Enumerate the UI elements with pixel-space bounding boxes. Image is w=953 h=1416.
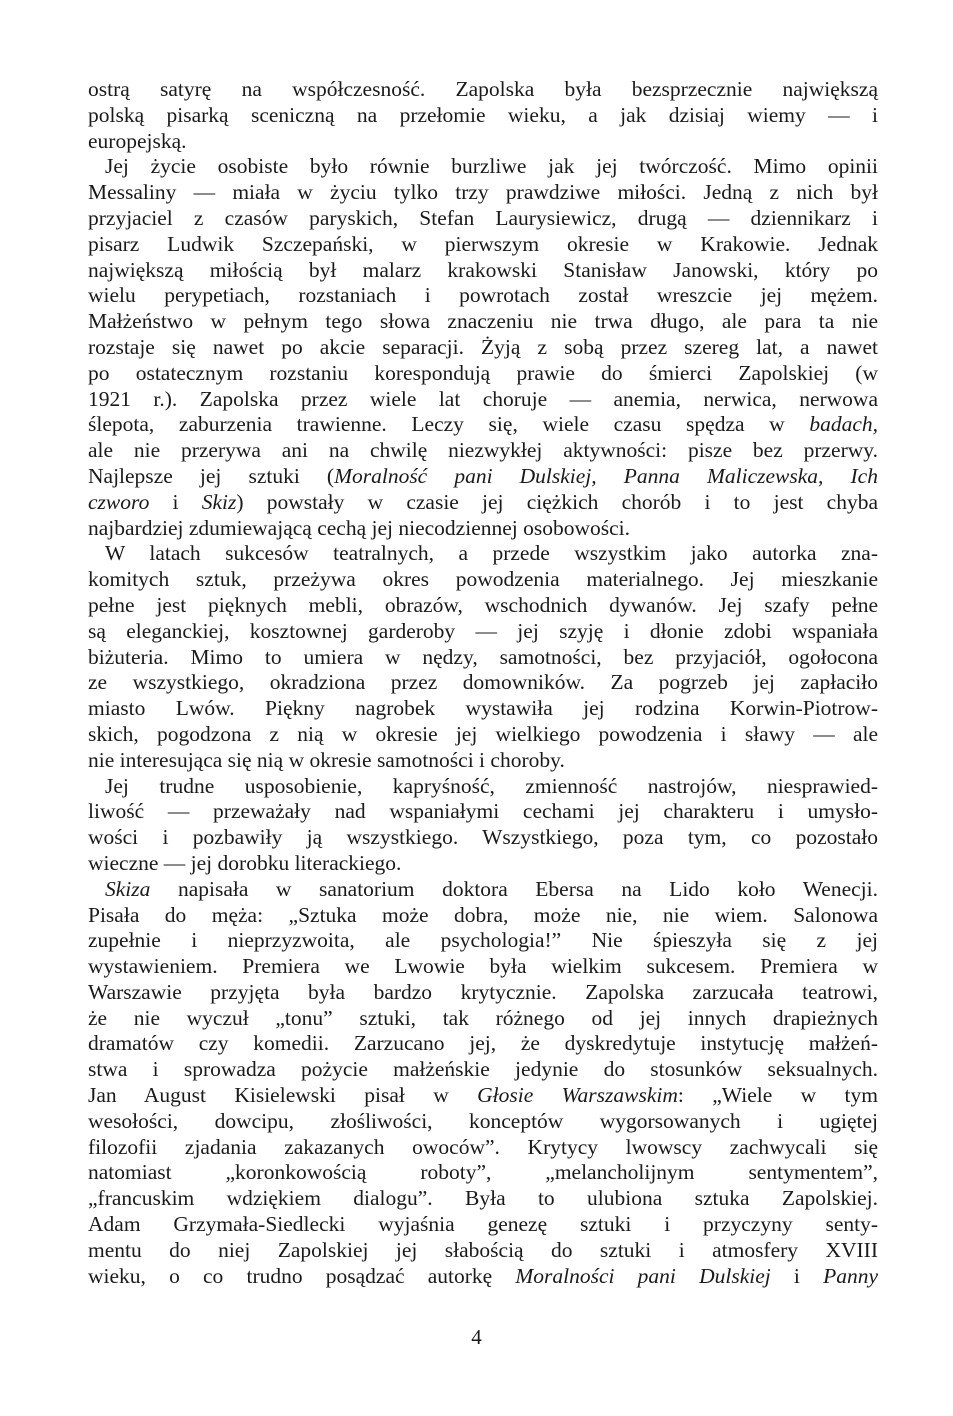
text-segment: i (149, 489, 202, 514)
body-text (88, 77, 878, 1289)
text-segment: Jej trudne usposobienie, kapryśność, zmienność nastrojów, niesprawied- (105, 773, 878, 798)
text-line (88, 903, 878, 929)
text-segment: wielu perypetiach, rozstaniach i powrotach został wreszcie jej mężem. (88, 283, 878, 308)
text-segment: filozofii zjadania zakazanych owoców”. Krytycy lwowscy zachwycali się (88, 1134, 878, 1159)
text-segment: wości i pozbawiły ją wszystkiego. Wszystkiego, poza tym, co pozostało (88, 825, 878, 850)
text-line (88, 1135, 878, 1161)
text-line (88, 619, 878, 645)
text-line (88, 77, 878, 103)
text-segment: że nie wyczuł „tonu” sztuki, tak różnego od jej innych drapieżnych (88, 1005, 878, 1030)
text-segment: Pisała do męża: „Sztuka może dobra, może nie, nie wiem. Salonowa (88, 902, 878, 927)
text-line (88, 722, 878, 748)
text-line (88, 154, 878, 180)
italic-text: Moralności pani Dulskiej (515, 1263, 771, 1288)
text-segment: ślepota, zaburzenia trawienne. Leczy się, wiele czasu spędza w (88, 412, 810, 437)
text-segment: natomiast „koronkowością roboty”, „melancholijnym sentymentem”, (88, 1160, 878, 1185)
text-segment: przyjaciel z czasów paryskich, Stefan Laurysiewicz, drugą — dziennikarz i (88, 205, 878, 230)
text-line (88, 541, 878, 567)
text-line (88, 1109, 878, 1135)
text-line (88, 335, 878, 361)
text-segment: są eleganckiej, kosztownej garderoby — jej szyję i dłonie zdobi wspaniała (88, 618, 878, 643)
text-line (88, 748, 878, 774)
text-segment: ostrą satyrę na współczesność. Zapolska była bezsprzecznie największą (88, 77, 878, 101)
text-segment: ) powstały w czasie jej ciężkich chorób i to jest chyba (236, 489, 879, 514)
text-segment: Adam Grzymała-Siedlecki wyjaśnia genezę sztuki i przyczyny senty- (88, 1212, 878, 1237)
text-segment: najbardziej zdumiewającą cechą jej niecodziennej osobowości. (88, 515, 631, 540)
italic-text: czworo (88, 489, 150, 514)
text-segment: wieku, o co trudno posądzać autorkę (88, 1263, 516, 1288)
text-line (88, 464, 878, 490)
text-line (88, 361, 878, 387)
text-segment: ale nie przerywa ani na chwilę niezwykłej aktywności: pisze bez przerwy. (88, 438, 878, 463)
text-segment: nie interesująca się nią w okresie samotności i choroby. (88, 747, 565, 772)
text-segment: : „Wiele w tym (677, 1083, 878, 1108)
text-line (88, 1006, 878, 1032)
text-segment: Jan August Kisielewski pisał w (88, 1083, 478, 1108)
text-line (88, 1160, 878, 1186)
text-line (88, 206, 878, 232)
text-line (88, 774, 878, 800)
text-line (88, 1083, 878, 1109)
text-line (88, 980, 878, 1006)
text-segment: komitych sztuk, przeżywa okres powodzenia materialnego. Jej mieszkanie (88, 567, 878, 592)
text-line (88, 283, 878, 309)
text-segment: ze wszystkiego, okradziona przez domowników. Za pogrzeb jej zapłaciło (88, 670, 878, 695)
text-segment: wieczne — jej dorobku literackiego. (88, 850, 402, 875)
text-segment: „francuskim wdziękiem dialogu”. Była to ulubiona sztuka Zapolskiej. (88, 1186, 878, 1211)
text-line (88, 232, 878, 258)
text-segment: napisała w sanatorium doktora Ebersa na Lido koło Wenecji. (150, 876, 878, 901)
page-number: 4 (471, 1325, 482, 1349)
text-segment: wystawieniem. Premiera we Lwowie była wielkim sukcesem. Premiera w (88, 954, 878, 979)
text-line (88, 1238, 878, 1264)
text-segment: W latach sukcesów teatralnych, a przede wszystkim jako autorka zna- (105, 541, 878, 566)
text-segment: Messaliny — miała w życiu tylko trzy prawdziwe miłości. Jedną z nich był (88, 180, 878, 205)
text-line (88, 180, 878, 206)
italic-text: Skiz (201, 489, 237, 514)
text-segment: wesołości, dowcipu, złośliwości, konceptów wygorsowanych i ugiętej (88, 1108, 878, 1133)
text-segment: Jej życie osobiste było równie burzliwe jak jej twórczość. Mimo opinii (105, 154, 878, 179)
text-segment: stwa i sprowadza pożycie małżeńskie jedynie do stosunków seksualnych. (88, 1057, 878, 1082)
text-segment: Małżeństwo w pełnym tego słowa znaczeniu nie trwa długo, ale para ta nie (88, 309, 878, 334)
text-segment: mentu do niej Zapolskiej jej słabością do sztuki i atmosfery XVIII (88, 1237, 878, 1262)
text-line (88, 877, 878, 903)
text-segment: 1921 r.). Zapolska przez wiele lat choruje — anemia, nerwica, nerwowa (88, 386, 878, 411)
text-segment: i (770, 1263, 824, 1288)
text-segment: dramatów czy komedii. Zarzucano jej, że dyskredytuje instytucję małżeń- (88, 1031, 878, 1056)
text-line (88, 1264, 878, 1290)
text-line (88, 129, 878, 155)
text-line (88, 258, 878, 284)
text-segment: biżuteria. Mimo to umiera w nędzy, samotności, bez przyjaciół, ogołocona (88, 644, 878, 669)
text-segment: zupełnie i nieprzyzwoita, ale psychologia!” Nie śpieszyła się z jej (88, 928, 878, 953)
text-segment: miasto Lwów. Piękny nagrobek wystawiła jej rodzina Korwin-Piotrow- (88, 696, 878, 721)
text-line (88, 309, 878, 335)
text-line (88, 567, 878, 593)
text-line (88, 696, 878, 722)
text-line (88, 593, 878, 619)
text-segment: pisarz Ludwik Szczepański, w pierwszym okresie w Krakowie. Jednak (88, 231, 878, 256)
text-segment: Najlepsze jej sztuki ( (88, 463, 335, 488)
text-line (88, 954, 878, 980)
text-segment: po ostatecznym rozstaniu korespondują prawie do śmierci Zapolskiej (w (88, 360, 878, 385)
text-line (88, 516, 878, 542)
text-line (88, 799, 878, 825)
italic-text: Głosie Warszawskim (477, 1083, 678, 1108)
italic-text: Moralność pani Dulskiej, Panna Maliczewska, Ich (334, 463, 878, 488)
text-line (88, 438, 878, 464)
text-segment: polską pisarką sceniczną na przełomie wieku, a jak dzisiaj wiemy — i (88, 102, 878, 127)
text-line (88, 1031, 878, 1057)
italic-text: Skiza (105, 876, 151, 901)
text-line (88, 412, 878, 438)
italic-text: Panny (823, 1263, 878, 1288)
text-segment: największą miłością był malarz krakowski Stanisław Janowski, który po (88, 257, 878, 282)
text-line (88, 825, 878, 851)
text-line (88, 851, 878, 877)
text-line (88, 670, 878, 696)
text-segment: skich, pogodzona z nią w okresie jej wielkiego powodzenia i sławy — ale (88, 721, 878, 746)
text-line (88, 1186, 878, 1212)
text-line (88, 1212, 878, 1238)
text-segment: Warszawie przyjęta była bardzo krytycznie. Zapolska zarzucała teatrowi, (88, 979, 878, 1004)
text-line (88, 387, 878, 413)
text-segment: pełne jest pięknych mebli, obrazów, wschodnich dywanów. Jej szafy pełne (88, 592, 878, 617)
text-segment: rozstaje się nawet po akcie separacji. Żyją z sobą przez szereg lat, a nawet (88, 334, 878, 359)
text-line (88, 928, 878, 954)
text-segment: liwość — przeważały nad wspaniałymi cechami jej charakteru i umysło- (88, 799, 878, 824)
text-line (88, 103, 878, 129)
text-segment: europejską. (88, 128, 187, 153)
text-line (88, 1057, 878, 1083)
text-line (88, 490, 878, 516)
italic-text: badach, (809, 412, 878, 437)
text-line (88, 645, 878, 671)
